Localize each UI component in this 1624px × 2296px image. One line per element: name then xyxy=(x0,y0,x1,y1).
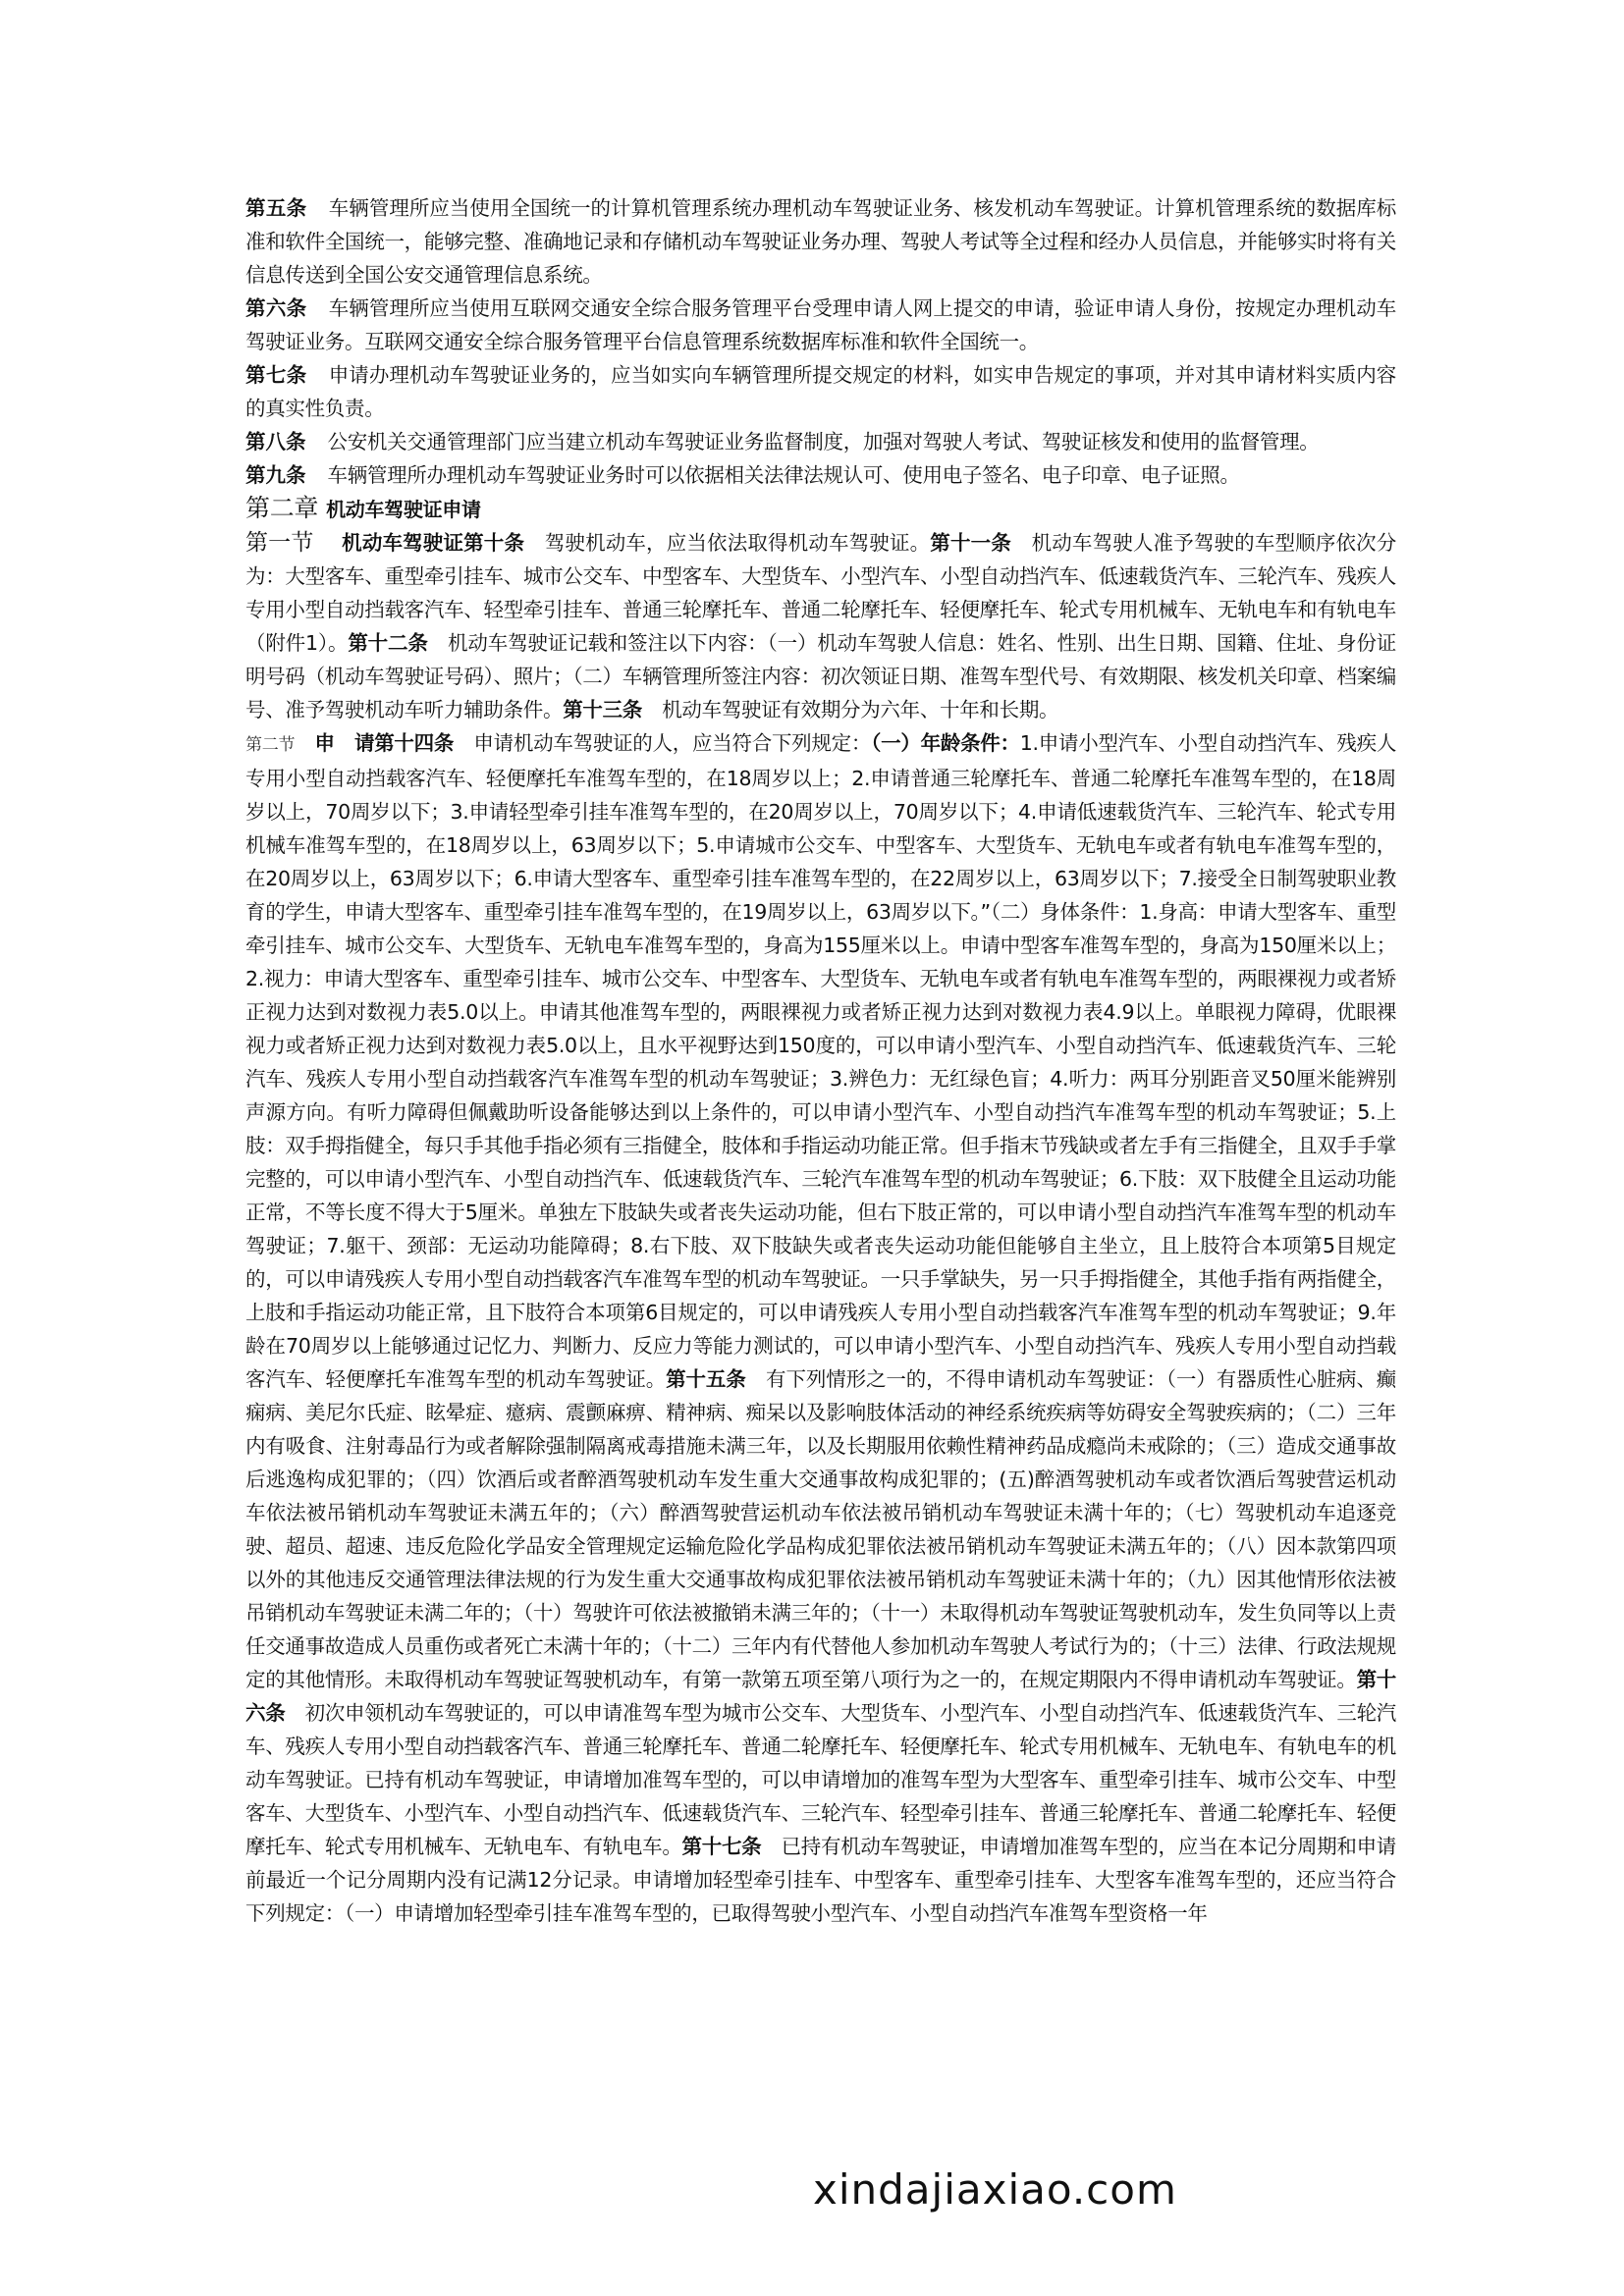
article-number: 第十六条 xyxy=(245,1668,1397,1725)
article-number: 第八条 xyxy=(245,430,306,454)
chapter-heading xyxy=(245,492,1396,526)
article-text: 车辆管理所办理机动车驾驶证业务时可以依据相关法律法规认可、使用电子签名、电子印章、电子证照。 xyxy=(327,463,1240,487)
article-text: 申请机动车驾驶证的人，应当符合下列规定： xyxy=(454,731,872,755)
article-number: 第九条 xyxy=(245,463,306,487)
article-text: 车辆管理所应当使用互联网交通安全综合服务管理平台受理申请人网上提交的申请，验证申请人身份，按规定办理机动车驾驶证业务。互联网交通安全综合服务管理平台信息管理系统数据库标准和软件全国统一。 xyxy=(245,296,1396,353)
section-1-heading: 第一节 xyxy=(245,530,314,556)
article-text: 机动车驾驶证记载和签注以下内容：（一）机动车驾驶人信息：姓名、性别、出生日期、国籍、住址、身份证明号码（机动车驾驶证号码）、照片；（二）车辆管理所签注内容：初次领证日期、准驾车型代号、有效期限、核发机关印章、档案编号、准予驾驶机动车听力辅助条件。 xyxy=(245,631,1396,721)
chapter-title: 机动车驾驶证申请 xyxy=(326,498,481,521)
article-number: 第十二条 xyxy=(348,631,428,655)
articles-block xyxy=(245,191,1396,492)
article-text: 机动车驾驶证有效期分为六年、十年和长期。 xyxy=(642,698,1059,721)
article-number: 第五条 xyxy=(245,196,307,220)
article-text: 车辆管理所应当使用全国统一的计算机管理系统办理机动车驾驶证业务、核发机动车驾驶证。计算机管理系统的数据库标准和软件全国统一，能够完整、准确地记录和存储机动车驾驶证业务办理、驾驶人考试等全过程和经办人员信息，并能够实时将有关信息传送到全国公安交通管理信息系统。 xyxy=(245,196,1396,287)
section-2-heading: 第二节 xyxy=(245,735,296,755)
section-2-paragraph xyxy=(245,726,1396,1930)
section-1-paragraph xyxy=(245,526,1396,726)
article-text: 公安机关交通管理部门应当建立机动车驾驶证业务监督制度，加强对驾驶人考试、驾驶证核发和使用的监督管理。 xyxy=(327,430,1320,454)
article-text: 有下列情形之一的，不得申请机动车驾驶证：（一）有器质性心脏病、癫痫病、美尼尔氏症、眩晕症、癔病、震颤麻痹、精神病、痴呆以及影响肢体活动的神经系统疾病等妨碍安全驾驶疾病的；（二）三年内有吸食、注射毒品行为或者解除强制隔离戒毒措施未满三年，以及长期服用依赖性精神药品成瘾尚未戒除的；（三）造成交通事故后逃逸构成犯罪的；（四）饮酒后或者醉酒驾驶机动车发生重大交通事故构成犯罪的；(五)醉酒驾驶机动车或者饮酒后驾驶营运机动车依法被吊销机动车驾驶证未满五年的；（六）醉酒驾驶营运机动车依法被吊销机动车驾驶证未满十年的；（七）驾驶机动车追逐竞驶、超员、超速、违反危险化学品安全管理规定运输危险化学品构成犯罪依法被吊销机动车驾驶证未满五年的；（八）因本款第四项以外的其他违反交通管理法律法规的行为发生重大交通事故构成犯罪依法被吊销机动车驾驶证未满十年的；（九）因其他情形依法被吊销机动车驾驶证未满二年的；（十）驾驶许可依法被撤销未满三年的；（十一）未取得机动车驾驶证驾驶机动车，发生负同等以上责任交通事故造成人员重伤或者死亡未满十年的；（十二）三年内有代替他人参加机动车驾驶人考试行为的；（十三）法律、行政法规规定的其他情形。未取得机动车驾驶证驾驶机动车，有第一款第五项至第八项行为之一的，在规定期限内不得申请机动车驾驶证。 xyxy=(245,1367,1396,1691)
article-paragraph xyxy=(245,191,1396,292)
article-number: 第十一条 xyxy=(930,531,1011,555)
article-number: 申 请第十四条 xyxy=(314,731,455,755)
article-text: 初次申领机动车驾驶证的，可以申请准驾车型为城市公交车、大型货车、小型汽车、小型自动挡汽车、低速载货汽车、三轮汽车、残疾人专用小型自动挡载客汽车、普通三轮摩托车、普通二轮摩托车、轻便摩托车、轮式专用机械车、无轨电车、有轨电车的机动车驾驶证。已持有机动车驾驶证，申请增加准驾车型的，可以申请增加的准驾车型为大型客车、重型牵引挂车、城市公交车、中型客车、大型货车、小型汽车、小型自动挡汽车、低速载货汽车、三轮汽车、轻型牵引挂车、普通三轮摩托车、普通二轮摩托车、轻便摩托车、轮式专用机械车、无轨电车、有轨电车。 xyxy=(245,1701,1396,1858)
article-number: （一）年龄条件： xyxy=(871,731,1020,755)
article-number: 第七条 xyxy=(245,363,307,387)
article-text: 1.申请小型汽车、小型自动挡汽车、残疾人专用小型自动挡载客汽车、轻便摩托车准驾车型的，在18周岁以上；2.申请普通三轮摩托车、普通二轮摩托车准驾车型的，在18周岁以上，70周岁以下；3.申请轻型牵引挂车准驾车型的，在20周岁以上，70周岁以下；4.申请低速载货汽车、三轮汽车、轮式专用机械车准驾车型的，在18周岁以上，63周岁以下；5.申请城市公交车、中型客车、大型货车、无轨电车或者有轨电车准驾车型的，在20周岁以上，63周岁以下；6.申请大型客车、重型牵引挂车准驾车型的，在22周岁以上，63周岁以下；7.接受全日制驾驶职业教育的学生，申请大型客车、重型牵引挂车准驾车型的，在19周岁以上，63周岁以下。”（二）身体条件：1.身高：申请大型客车、重型牵引挂车、城市公交车、大型货车、无轨电车准驾车型的，身高为155厘米以上。申请中型客车准驾车型的，身高为150厘米以上；2.视力：申请大型客车、重型牵引挂车、城市公交车、中型客车、大型货车、无轨电车或者有轨电车准驾车型的，两眼裸视力或者矫正视力达到对数视力表5.0以上。申请其他准驾车型的，两眼裸视力或者矫正视力达到对数视力表4.9以上。单眼视力障碍，优眼裸视力或者矫正视力达到对数视力表5.0以上，且水平视野达到150度的，可以申请小型汽车、小型自动挡汽车、低速载货汽车、三轮汽车、残疾人专用小型自动挡载客汽车准驾车型的机动车驾驶证；3.辨色力：无红绿色盲；4.听力：两耳分别距音叉50厘米能辨别声源方向。有听力障碍但佩戴助听设备能够达到以上条件的，可以申请小型汽车、小型自动挡汽车准驾车型的机动车驾驶证；5.上肢：双手拇指健全，每只手其他手指必须有三指健全，肢体和手指运动功能正常。但手指末节残缺或者左手有三指健全，且双手手掌完整的，可以申请小型汽车、小型自动挡汽车、低速载货汽车、三轮汽车准驾车型的机动车驾驶证；6.下肢：双下肢健全且运动功能正常，不等长度不得大于5厘米。单独左下肢缺失或者丧失运动功能，但右下肢正常的，可以申请小型自动挡汽车准驾车型的机动车驾驶证；7.躯干、颈部：无运动功能障碍；8.右下肢、双下肢缺失或者丧失运动功能但能够自主坐立，且上肢符合本项第5目规定的，可以申请残疾人专用小型自动挡载客汽车准驾车型的机动车驾驶证。一只手掌缺失，另一只手拇指健全，其他手指有两指健全，上肢和手指运动功能正常，且下肢符合本项第6目规定的，可以申请残疾人专用小型自动挡载客汽车准驾车型的机动车驾驶证；9.年龄在70周岁以上能够通过记忆力、判断力、反应力等能力测试的，可以申请小型汽车、小型自动挡汽车、残疾人专用小型自动挡载客汽车、轻便摩托车准驾车型的机动车驾驶证。 xyxy=(245,731,1397,1391)
article-text: 申请办理机动车驾驶证业务的，应当如实向车辆管理所提交规定的材料，如实申告规定的事项，并对其申请材料实质内容的真实性负责。 xyxy=(245,363,1396,420)
article-paragraph xyxy=(245,425,1396,458)
article-number: 第十三条 xyxy=(563,698,643,721)
chapter-number: 第二章 xyxy=(245,494,319,522)
article-number: 第六条 xyxy=(245,296,307,320)
article-paragraph xyxy=(245,458,1396,492)
article-text: 已持有机动车驾驶证，申请增加准驾车型的，应当在本记分周期和申请前最近一个记分周期内没有记满12分记录。申请增加轻型牵引挂车、中型客车、重型牵引挂车、大型客车准驾车型的，还应当符合下列规定：（一）申请增加轻型牵引挂车准驾车型的，已取得驾驶小型汽车、小型自动挡汽车准驾车型资格一年 xyxy=(245,1835,1396,1925)
article-text: 驾驶机动车，应当依法取得机动车驾驶证。 xyxy=(524,531,931,555)
article-paragraph xyxy=(245,358,1396,425)
document-body xyxy=(245,191,1396,1930)
article-paragraph xyxy=(245,292,1396,358)
site-watermark: xindajiaxiao.com xyxy=(813,2165,1177,2214)
article-number: 第十五条 xyxy=(666,1367,746,1391)
article-text: 机动车驾驶人准予驾驶的车型顺序依次分为：大型客车、重型牵引挂车、城市公交车、中型客车、大型货车、小型汽车、小型自动挡汽车、低速载货汽车、三轮汽车、残疾人专用小型自动挡载客汽车、轻型牵引挂车、普通三轮摩托车、普通二轮摩托车、轻便摩托车、轮式专用机械车、无轨电车和有轨电车（附件1）。 xyxy=(245,531,1396,655)
article-number: 机动车驾驶证第十条 xyxy=(342,531,525,555)
article-number: 第十七条 xyxy=(681,1835,762,1858)
